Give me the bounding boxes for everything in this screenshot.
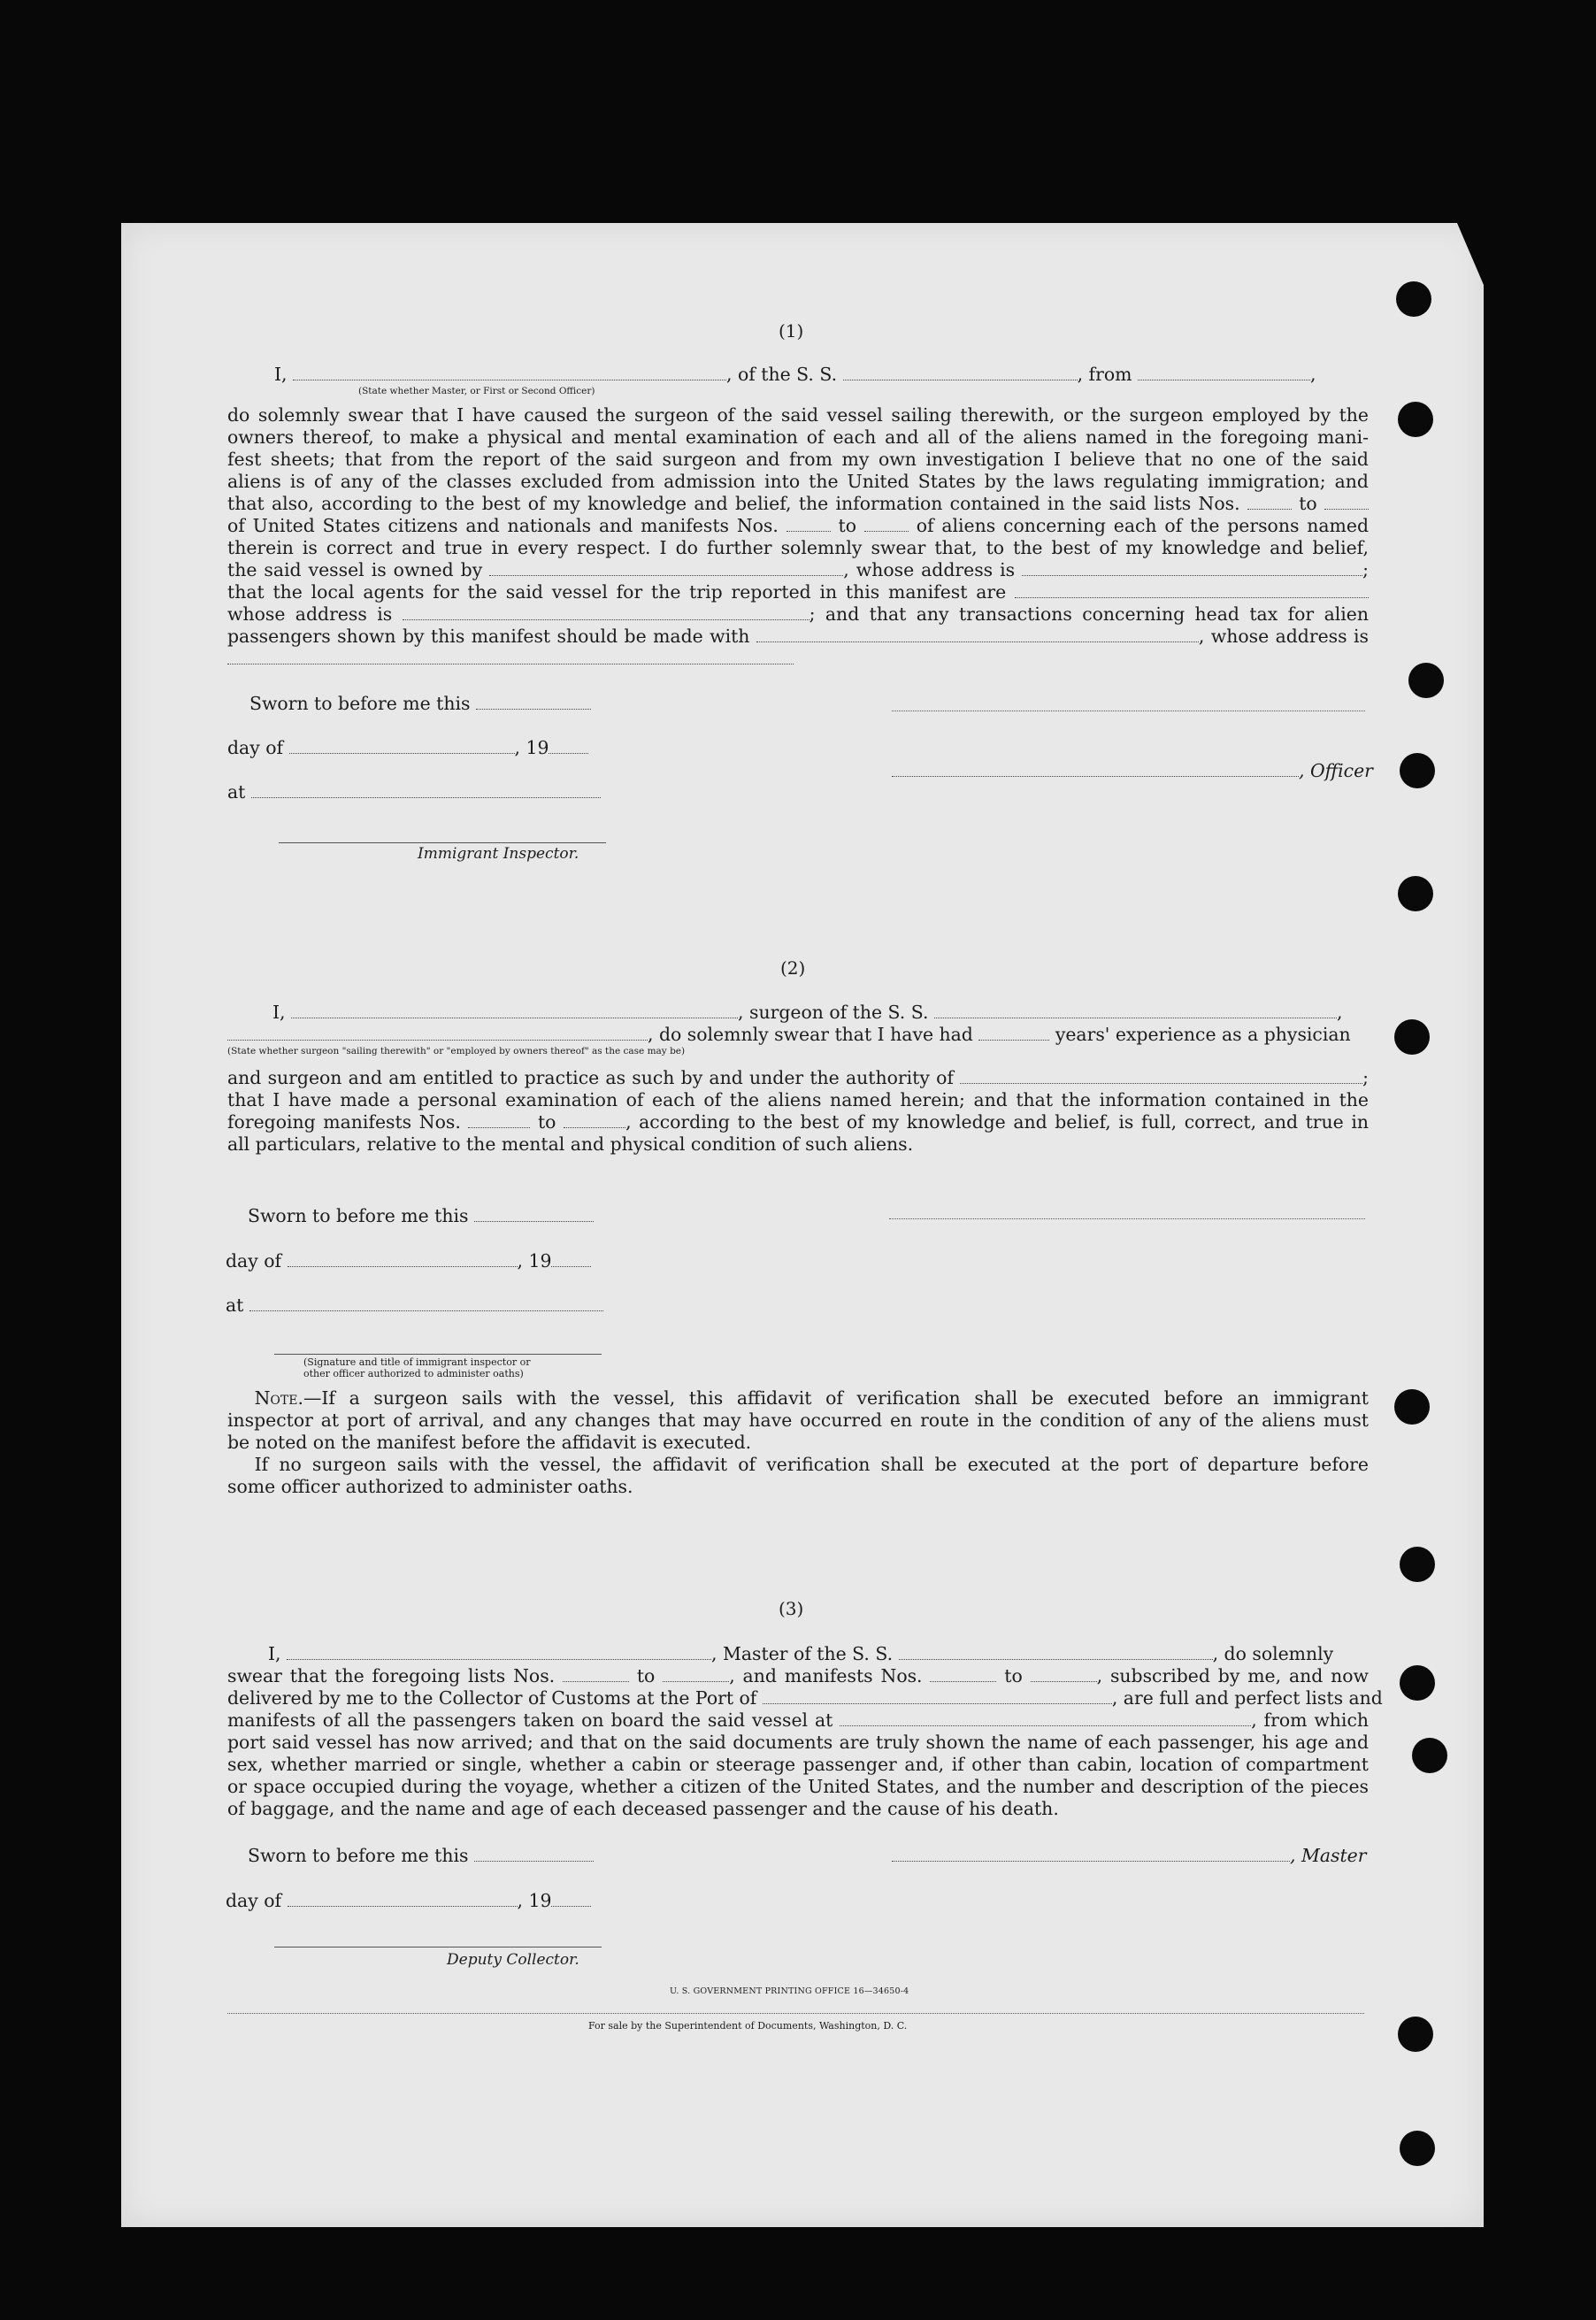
gpo-imprint: U. S. GOVERNMENT PRINTING OFFICE 16—34650-4 — [670, 1986, 909, 1996]
punch-hole — [1394, 1389, 1430, 1425]
s2-state-note: (State whether surgeon "sailing therewith" or "employed by owners thereof" as the case may be) — [227, 1046, 686, 1056]
s3-embark-field[interactable] — [840, 1725, 1251, 1726]
s1-list-from-field[interactable] — [1247, 509, 1292, 510]
s1-manifest-to-field[interactable] — [864, 531, 909, 532]
s3-line: or space occupied during the voyage, whether a citizen of the United States, and the number and description of the pieces — [227, 1776, 1369, 1797]
section-3-number: (3) — [779, 1598, 804, 1619]
punch-hole — [1398, 2017, 1433, 2052]
s1-owner-address-field[interactable] — [1022, 575, 1362, 576]
s2-surgeon-signature-line[interactable] — [889, 1218, 1365, 1219]
punch-hole — [1400, 1547, 1435, 1582]
s3-list-from-field[interactable] — [563, 1681, 629, 1682]
s2-at-field[interactable] — [249, 1310, 603, 1311]
s2-sig-note-1: (Signature and title of immigrant inspector or — [303, 1356, 531, 1368]
s1-paragraph — [227, 404, 1369, 670]
s1-agent-address-field[interactable] — [403, 619, 810, 620]
s3-line-port: delivered by me to the Collector of Customs at the Port of , are full and perfect lists and — [227, 1687, 1383, 1709]
s2-note-line: If no surgeon sails with the vessel, the affidavit of verification shall be executed at the port of departure before — [254, 1454, 1369, 1475]
s2-day-of: day of , 19 — [226, 1250, 591, 1271]
s3-day-of: day of , 19 — [226, 1890, 591, 1911]
s1-line-owner: the said vessel is owned by , whose address is ; — [227, 559, 1370, 580]
s3-collector-label: Deputy Collector. — [447, 1951, 579, 1969]
s2-paragraph — [227, 1067, 1369, 1156]
s2-manifest-to-field[interactable] — [564, 1127, 625, 1128]
s2-note-line: Note.—If a surgeon sails with the vessel, this affidavit of verification shall be executed before an immigrant — [254, 1387, 1369, 1409]
s2-sig-note-2: other officer authorized to administer oaths) — [303, 1368, 524, 1379]
s1-at-field[interactable] — [251, 797, 601, 798]
section-2-number: (2) — [780, 957, 806, 979]
s2-years-field[interactable] — [978, 1040, 1049, 1041]
s3-line-embark: manifests of all the passengers taken on board the said vessel at , from which — [227, 1709, 1369, 1731]
s1-owner-field[interactable] — [489, 575, 843, 576]
s3-year-field[interactable] — [551, 1906, 591, 1907]
s1-line: do solemnly swear that I have caused the surgeon of the said vessel sailing therewith, or the surgeon employed by the — [227, 404, 1369, 426]
s3-manifest-from-field[interactable] — [930, 1681, 996, 1682]
s2-month-field[interactable] — [288, 1266, 518, 1267]
s1-line-headtax: passengers shown by this manifest should be made with , whose address is — [227, 626, 1370, 647]
s1-line-lists: that also, according to the best of my knowledge and belief, the information contained in the said lists Nos. to — [227, 493, 1369, 515]
s1-line-agent-address: whose address is ; and that any transactions concerning head tax for alien — [227, 603, 1369, 625]
punch-hole — [1398, 876, 1433, 911]
sale-notice: For sale by the Superintendent of Documents, Washington, D. C. — [588, 2020, 908, 2032]
punch-hole — [1398, 402, 1433, 437]
section-1-number: (1) — [779, 320, 804, 342]
s2-note-line: be noted on the manifest before the affidavit is executed. — [227, 1432, 752, 1453]
s3-master-name-field[interactable] — [287, 1659, 711, 1660]
s2-manifest-from-field[interactable] — [468, 1127, 530, 1128]
s3-ship-field[interactable] — [899, 1659, 1213, 1660]
s1-at: at — [227, 781, 601, 803]
s1-line-tail — [227, 648, 1369, 670]
note-label: Note. — [254, 1387, 303, 1409]
s2-sworn: Sworn to before me this — [248, 1205, 594, 1226]
s1-line: aliens is of any of the classes excluded from admission into the United States by the laws regulating immigration; and — [227, 471, 1369, 492]
s3-port-field[interactable] — [763, 1703, 1112, 1704]
s1-from: , from — [1077, 364, 1132, 385]
punch-hole — [1400, 1665, 1435, 1701]
s2-inspector-signature-line[interactable] — [274, 1354, 602, 1355]
s3-month-field[interactable] — [288, 1906, 518, 1907]
s2-authority-field[interactable] — [960, 1083, 1362, 1084]
s1-line: owners thereof, to make a physical and mental examination of each and all of the aliens named in the foregoing mani- — [227, 426, 1369, 448]
punch-hole — [1394, 1019, 1430, 1055]
s3-sworn-day-field[interactable] — [474, 1861, 594, 1862]
s1-i: I, — [274, 364, 288, 385]
s3-master-signature-field[interactable] — [892, 1861, 1290, 1862]
punch-hole — [1412, 1738, 1447, 1773]
s2-note — [227, 1387, 1369, 1498]
s2-note-line: some officer authorized to administer oaths. — [227, 1476, 633, 1497]
s1-inspector-signature-line[interactable] — [279, 842, 606, 843]
s2-line-authority: and surgeon and am entitled to practice as such by and under the authority of ; — [227, 1067, 1370, 1088]
s3-intro: I, , Master of the S. S. , do solemnly — [268, 1643, 1334, 1664]
s3-manifest-to-field[interactable] — [1031, 1681, 1097, 1682]
s3-list-to-field[interactable] — [663, 1681, 729, 1682]
s2-note-line: inspector at port of arrival, and any changes that may have occurred en route in the condition of any of the aliens must — [227, 1410, 1369, 1431]
s1-sworn: Sworn to before me this — [249, 693, 591, 714]
s2-line: all particulars, relative to the mental and physical condition of such aliens. — [227, 1133, 914, 1155]
s1-officer: , Officer — [892, 760, 1373, 781]
punch-hole — [1408, 663, 1444, 698]
s1-headtax-field[interactable] — [756, 641, 1199, 642]
s3-line: sex, whether married or single, whether a cabin or steerage passenger and, if other than cabin, location of compartment — [227, 1754, 1369, 1775]
s2-at: at — [226, 1294, 603, 1316]
s3-sworn: Sworn to before me this — [248, 1845, 594, 1866]
s1-agents-field[interactable] — [1015, 597, 1369, 598]
s2-intro: I, , surgeon of the S. S. , — [272, 1002, 1343, 1023]
s2-intro-2: , do solemnly swear that I have had years' experience as a physician — [227, 1024, 1351, 1045]
s1-intro: I, , of the S. S. , from , — [274, 364, 1316, 385]
s3-line: of baggage, and the name and age of each deceased passenger and the cause of his death. — [227, 1798, 1059, 1819]
s1-manifest-from-field[interactable] — [786, 531, 831, 532]
s1-line-manifests: of United States citizens and nationals and manifests Nos. to of aliens concerning each of the persons named — [227, 515, 1370, 536]
s1-inspector-label: Immigrant Inspector. — [418, 845, 579, 863]
punch-hole — [1396, 281, 1431, 317]
s2-surgeon-type-field[interactable] — [227, 1040, 648, 1041]
footer-rule — [227, 2013, 1364, 2014]
s3-line-lists: swear that the foregoing lists Nos. to , and manifests Nos. to , subscribed by me, and now — [227, 1665, 1370, 1686]
s2-line: that I have made a personal examination of each of the aliens named herein; and that the information contained in the — [227, 1089, 1369, 1110]
s1-of-ss: , of the S. S. — [726, 364, 838, 385]
s1-state-note: (State whether Master, or First or Second Officer) — [358, 386, 595, 396]
s1-line: therein is correct and true in every respect. I do further solemnly swear that, to the best of my knowledge and belief, — [227, 537, 1369, 558]
s2-sworn-day-field[interactable] — [474, 1221, 594, 1222]
s1-headtax-address-field[interactable] — [227, 664, 794, 665]
s1-sworn-day-field[interactable] — [476, 709, 591, 710]
s2-line-manifests: foregoing manifests Nos. to , according to the best of my knowledge and belief, is full, correct, and true in — [227, 1111, 1369, 1133]
punch-hole — [1400, 2131, 1435, 2166]
s1-line-agents: that the local agents for the said vessel for the trip reported in this manifest are — [227, 581, 1369, 603]
s1-month-field[interactable] — [289, 753, 515, 754]
s1-year-field[interactable] — [549, 753, 588, 754]
s1-officer-signature-field[interactable] — [892, 776, 1299, 777]
s1-line: fest sheets; that from the report of the said surgeon and from my own investigation I believe that no one of the said — [227, 449, 1369, 470]
s3-line: port said vessel has now arrived; and that on the said documents are truly shown the name of each passenger, his age and — [227, 1732, 1369, 1753]
s3-master: , Master — [892, 1845, 1366, 1866]
s2-year-field[interactable] — [551, 1266, 591, 1267]
s1-list-to-field[interactable] — [1324, 509, 1369, 510]
s3-paragraph — [227, 1665, 1383, 1820]
s1-day-of: day of , 19 — [227, 737, 588, 758]
punch-hole — [1400, 753, 1435, 788]
